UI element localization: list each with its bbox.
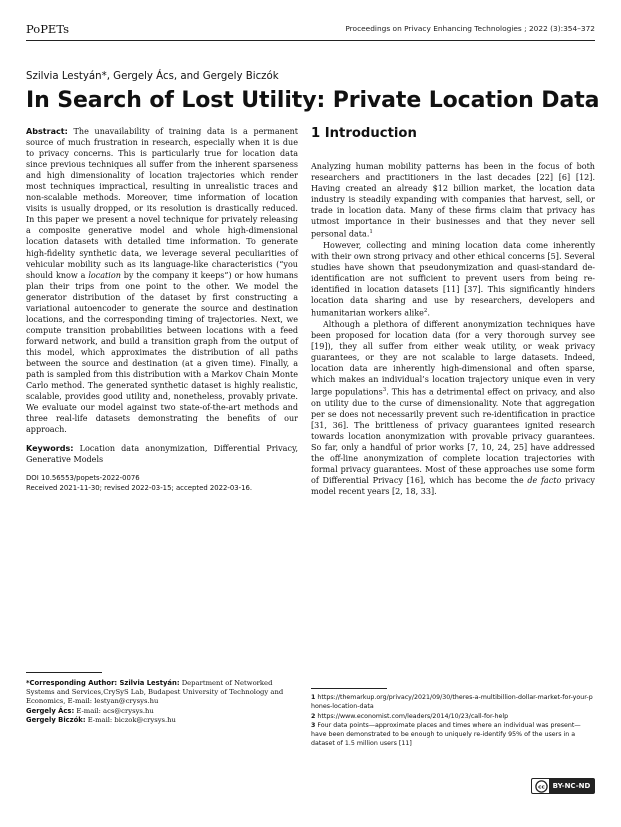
footnote-2 xyxy=(311,713,595,722)
svg-text:cc: cc xyxy=(537,784,545,791)
footnote-1 xyxy=(311,694,595,712)
abstract-text-1: The unavailability of training data is a permanent source of much frustration in research, especially when it is due to privacy concerns. This is particularly true for location data since previous techniques all suffer from the inherent sparseness and high dimensionality of location trajectories which render most techniques impractical, resulting in unrealistic traces and non-scalable methods. Moreover, time information of location visits is usually dropped, or its resolution is drastically reduced. In this paper we present a novel technique for privately releasing a composite generative model and whole high-dimensional location datasets with detailed time information. To generate high-fidelity synthetic data, we leverage several peculiarities of vehicular mobility such as its language-like characteristics (“you should know a xyxy=(26,127,298,280)
keywords-text: Location data anonymization, Differential Privacy, Generative Models xyxy=(26,444,299,465)
author2-label: Gergely Ács: xyxy=(26,706,75,715)
abstract xyxy=(26,126,298,435)
footnote-link[interactable]: https://www.economist.com/leaders/2014/10/23/call-for-help xyxy=(317,712,509,720)
corresponding-text: Department of Networked Systems and Services,CrySyS Lab, Budapest University of Technology and Economics, E-mail: lestyan@crysys.hu xyxy=(26,679,284,706)
intro-p3-text-c: privacy model recent years [2, 18, 33]. xyxy=(311,476,595,497)
intro-p3-text-a: Although a plethora of different anonymization techniques have been proposed for location data (for a very thorough survey see [19]), they all suffer from either weak utility, or weak privacy guarantees, or they are not scalable to large datasets. Indeed, location data are inherently high-dimensional and often sparse, which makes an individual’s location trajectory unique even in very large populations xyxy=(311,320,595,397)
abstract-label: Abstract: xyxy=(26,127,68,136)
doi-block xyxy=(26,473,298,493)
intro-p2-text: However, collecting and mining location data come inherently with their own strong privacy and other ethical concerns [5]. Several studies have shown that pseudonymization and quasi-standard de-identification are not sufficient to prevent users from being re-identified in location datasets [11] [37]. This significantly hinders location data sharing and use by researchers, developers and humanitarian workers alike xyxy=(311,241,595,318)
footnote-ref-1[interactable]: 1 xyxy=(369,229,373,236)
proceedings-info: Proceedings on Privacy Enhancing Technologies ; 2022 (3):354–372 xyxy=(345,24,595,33)
footnote-3 xyxy=(311,722,595,748)
keywords xyxy=(26,443,298,465)
doi: DOI 10.56553/popets-2022-0076 xyxy=(26,474,140,483)
creative-commons-icon xyxy=(533,780,549,793)
abstract-italic: location xyxy=(88,270,121,280)
license-badge[interactable] xyxy=(531,778,595,794)
author3-label: Gergely Biczók: xyxy=(26,715,86,724)
intro-paragraph-3 xyxy=(311,319,595,497)
footnote-number: 3 xyxy=(311,722,316,730)
footnote-ref-3[interactable]: 3 xyxy=(382,387,387,394)
footnote-rule xyxy=(26,672,102,673)
left-column xyxy=(26,126,298,493)
license-label: BY-NC-ND xyxy=(549,779,594,793)
corresponding-author xyxy=(26,679,298,707)
received-dates: Received 2021-11-30; revised 2022-03-15; accepted 2022-03-16. xyxy=(26,484,253,493)
abstract-text-2: by the company it keeps”) or how humans plan their trips from one point to the other. We model the generator distribution of the dataset by first constructing a variational autoencoder to generate the source and destination locations, and the corresponding timing of trajectories. Next, we compute transition probabilities between locations with a feed forward network, and build a transition graph from the output of this model, which approximates the distribution of all paths between the source and destination (at a given time). Finally, a path is sampled from this distribution with a Markov Chain Monte Carlo method. The generated synthetic dataset is highly realistic, scalable, provides good utility and, nonetheless, provably private. We evaluate our model against two state-of-the-art methods and three real-life datasets demonstrating the benefits of our approach. xyxy=(26,270,298,435)
intro-p3-text-b: . This has a detrimental effect on privacy, and also on utility due to the curse of dimensionality. Note that aggregation per se does not necessarily prevent such re-identification in practice [31, 36]. The brittleness of privacy guarantees ignited research towards location anonymization with provable privacy guarantees. So far, only a handful of prior works [7, 10, 24, 25] have addressed the off-line anonymization of complete location trajectories with formal privacy guarantees. Most of these approaches use some form of Differential Privacy [16], which has become the xyxy=(311,387,595,486)
intro-p2-end: . xyxy=(427,308,430,318)
author3-text: E-mail: biczok@crysys.hu xyxy=(85,715,176,724)
journal-name: PoPETs xyxy=(26,22,70,36)
author-list: Szilvia Lestyán*, Gergely Ács, and Gergely Biczók xyxy=(26,71,279,82)
footnote-number: 2 xyxy=(311,712,316,720)
footnote-link[interactable]: https://themarkup.org/privacy/2021/09/30/theres-a-multibillion-dollar-market-for-your-phones-location-data xyxy=(311,694,593,710)
author2-contact xyxy=(26,707,298,716)
paper-title: In Search of Lost Utility: Private Location Data xyxy=(26,88,600,113)
corresponding-label: *Corresponding Author: Szilvia Lestyán: xyxy=(26,679,180,687)
footnote-ref-2[interactable]: 2 xyxy=(423,308,428,315)
author-footnote xyxy=(26,672,298,725)
author2-text: E-mail: acs@crysys.hu xyxy=(74,706,154,715)
author3-contact xyxy=(26,716,298,725)
keywords-label: Keywords: xyxy=(26,444,74,454)
intro-paragraph-2 xyxy=(311,240,595,319)
footnote-rule xyxy=(311,688,387,689)
running-header xyxy=(26,22,595,41)
footnote-text: Four data points—approximate places and times where an individual was present—have been demonstrated to be enough to uniquely re-identify 95% of the users in a dataset of 1.5 million users [11] xyxy=(311,722,581,747)
intro-p3-italic: de facto xyxy=(527,476,562,486)
footnote-number: 1 xyxy=(311,694,316,701)
right-column xyxy=(311,126,595,497)
section-heading: 1 Introduction xyxy=(311,126,417,141)
intro-paragraph-1 xyxy=(311,161,595,240)
footnotes xyxy=(311,688,595,750)
intro-p1-text: Analyzing human mobility patterns has been in the focus of both researchers and practitioners in the last decades [22] [6] [12]. Having created an already $12 billion market, the location data industry is steadily expanding with companies that harvest, sell, or trade in location data. Many of these firms claim that privacy has utmost importance in their businesses and that they never sell personal data. xyxy=(311,162,595,239)
